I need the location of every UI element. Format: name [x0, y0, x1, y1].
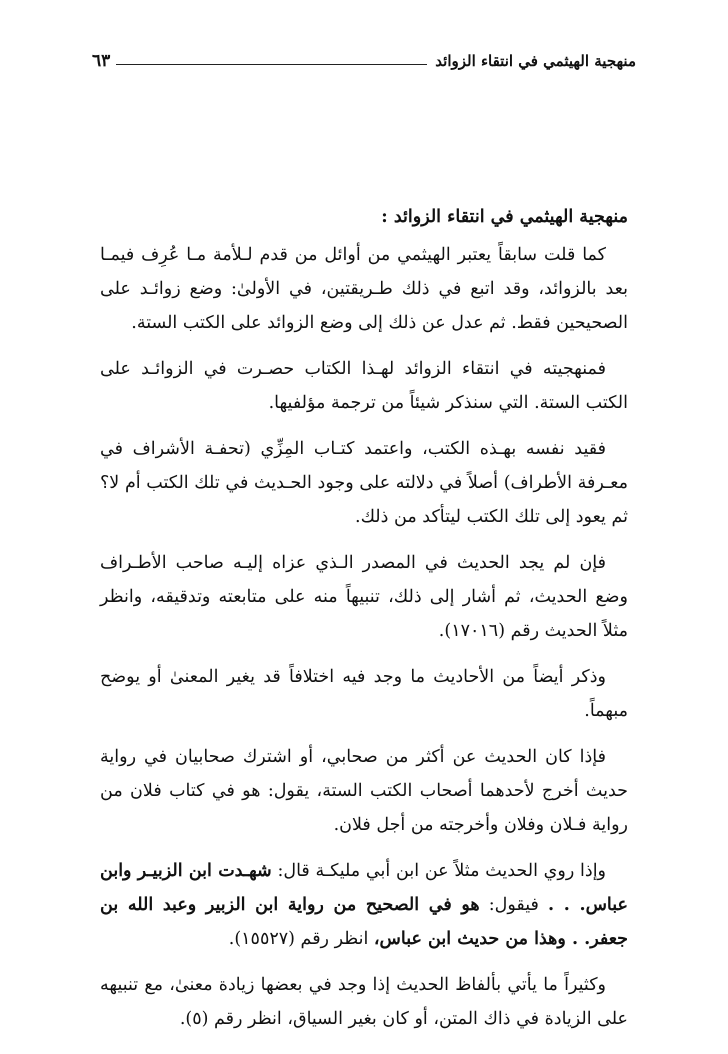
paragraph-1: كما قلت سابقاً يعتبر الهيثمي من أوائل من قدم لـلأمة مـا عُرِف فيمـا بعد بالزوائد، وقد اتبع في ذلك طـريقتين، في الأولىٰ: وضع زوائـد على الصحيحين فقط. ثم عدل عن ذلك إلى وضع الزوائد على الكتب الستة. [100, 245, 628, 333]
section-heading: منهجية الهيثمي في انتقاء الزوائد : [381, 207, 628, 227]
paragraph-5: وذكر أيضاً من الأحاديث ما وجد فيه اختلافاً قد يغير المعنىٰ أو يوضح مبهماً. [100, 667, 628, 721]
paragraph-7 [100, 854, 628, 956]
paragraph-2: فمنهجيته في انتقاء الزوائد لهـذا الكتاب حصـرت في الزوائـد على الكتب الستة. التي سنذكر شيئاً من ترجمة مؤلفيها. [100, 359, 628, 413]
paragraph-7-middle: فيقول: [479, 895, 548, 915]
header-rule [116, 64, 427, 65]
paragraph-3: فقيد نفسه بهـذه الكتب، واعتمد كتـاب المِزِّي (تحفـة الأشراف في معـرفة الأطراف) أصلاً في دلالته على وجود الحـديث في تلك الكتب أم لا؟ ثم يعود إلى تلك الكتب ليتأكد من ذلك. [100, 439, 628, 527]
paragraph-6: فإذا كان الحديث عن أكثر من صحابي، أو اشترك صحابيان في رواية حديث أخرج لأحدهما أصحاب الكتب الستة، يقول: هو في كتاب فلان من رواية فـلان وفلان وأخرجته من أجل فلان. [100, 747, 628, 835]
page-number: ٦٣ [92, 51, 111, 71]
paragraph-4: فإن لم يجد الحديث في المصدر الـذي عزاه إليـه صاحب الأطـراف وضع الحديث، ثم أشار إلى ذلك، تنبيهاً منه على متابعته وتدقيقه، وانظر مثلاً الحديث رقم (١٧٠١٦). [100, 553, 628, 641]
paragraph-8: وكثيراً ما يأتي بألفاظ الحديث إذا وجد في بعضها زيادة معنىٰ، مع تنبيهه على الزيادة في ذاك المتن، أو كان بغير السياق، انظر رقم (٥). [100, 975, 628, 1029]
paragraph-7-bold-quote: شهـدت ابن الزبيـر وابن عباس. . . [100, 861, 628, 915]
paragraph-7-bold-statement: هو في الصحيح من رواية ابن الزبير وعبد الله بن جعفر. . وهذا من حديث ابن عباس، [100, 895, 628, 949]
page-body [100, 200, 628, 1048]
paragraph-7-start: وإذا روي الحديث مثلاً عن ابن أبي مليكـة قال: [271, 861, 607, 881]
running-header [92, 46, 636, 76]
paragraph-7-end: انظر رقم (١٥٥٢٧). [228, 929, 374, 949]
running-title: منهجية الهيثمي في انتقاء الزوائد [435, 52, 636, 70]
